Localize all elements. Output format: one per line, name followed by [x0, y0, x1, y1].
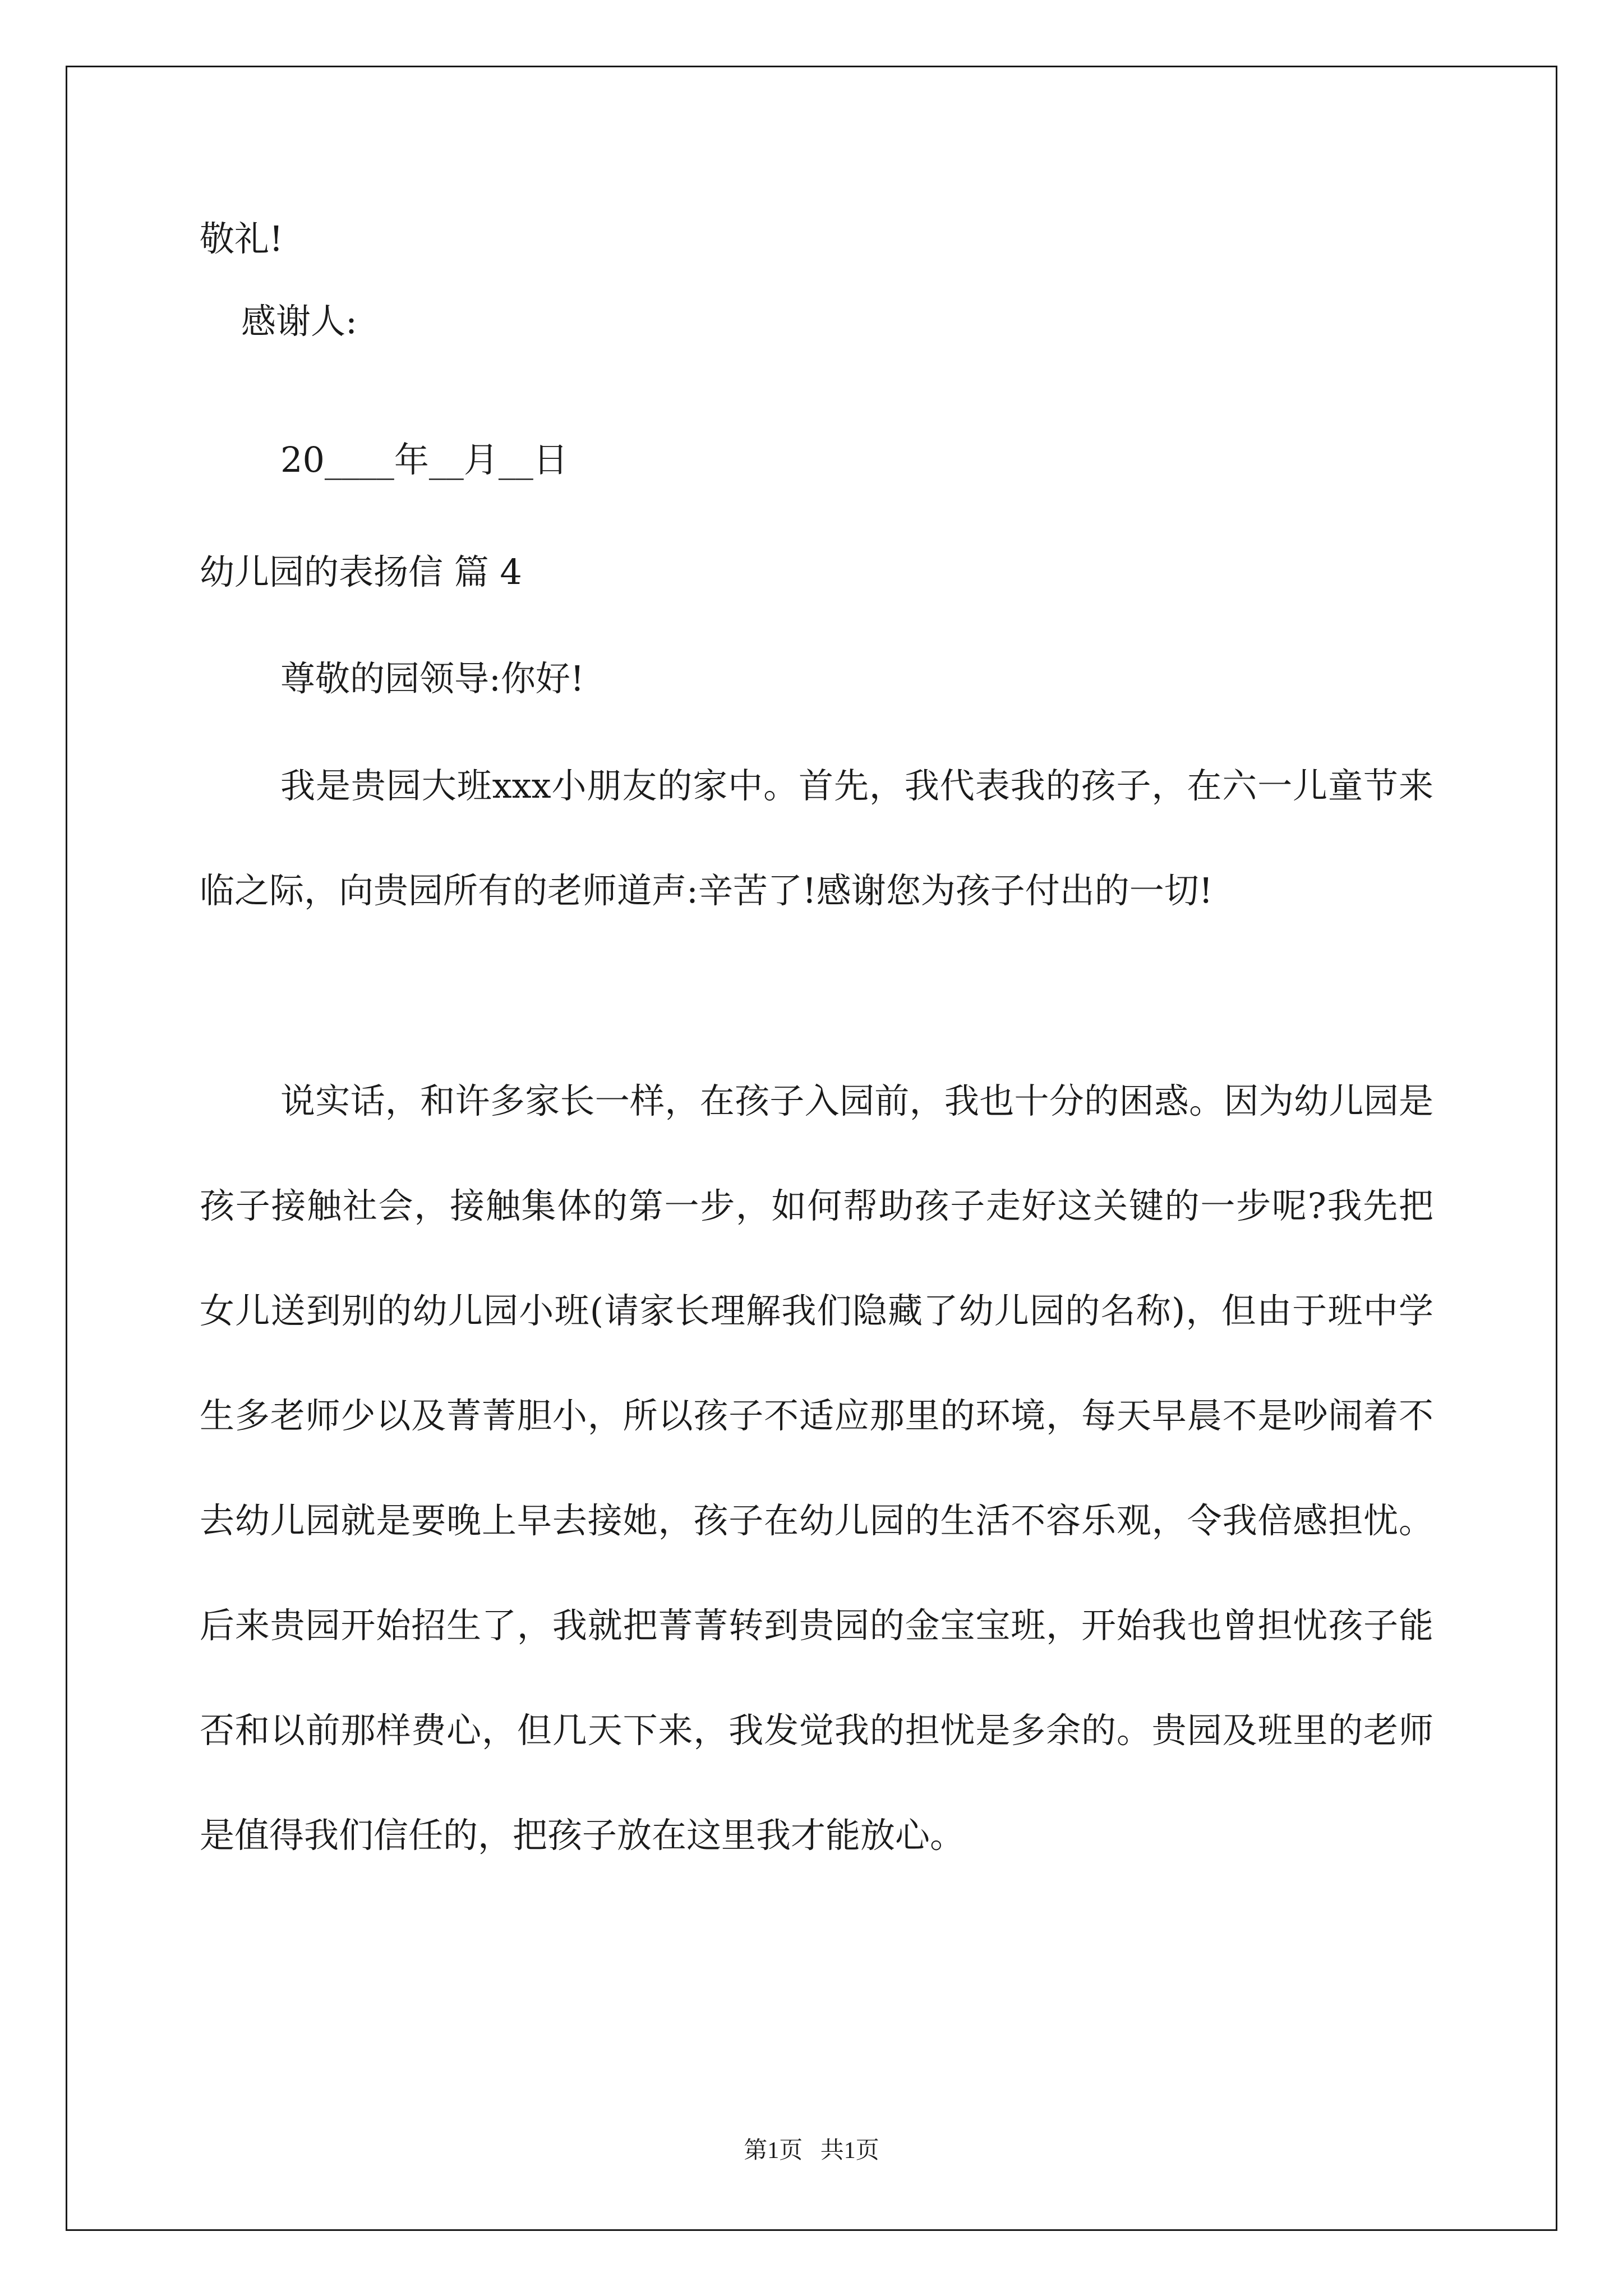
- closing-signer: 感谢人:: [241, 301, 357, 342]
- letter-paragraph: 我是贵园大班xxx小朋友的家中。首先，我代表我的孩子，在六一儿童节来临之际，向贵园所有的老师道声:辛苦了!感谢您为孩子付出的一切!: [200, 765, 1433, 911]
- page-number: 第1页 共1页: [744, 2138, 879, 2164]
- closing-date: 20____年__月__日: [280, 439, 568, 480]
- letter-title: 幼儿园的表扬信 篇 4: [200, 551, 522, 592]
- letter-greeting: 尊敬的园领导:你好!: [280, 658, 584, 699]
- letter-paragraph: 说实话，和许多家长一样，在孩子入园前，我也十分的困惑。因为幼儿园是孩子接触社会，接触集体的第一步，如何帮助孩子走好这关键的一步呢?我先把女儿送到别的幼儿园小班(请家长理解我们隐藏了幼儿园的名称)，但由于班中学生多老师少以及菁菁胆小，所以孩子不适应那里的环境，每天早晨不是吵闹着不去幼儿园就是要晚上早去接她，孩子在幼儿园的生活不容乐观，令我倍感担忧。后来贵园开始招生了，我就把菁菁转到贵园的金宝宝班，开始我也曾担忧孩子能否和以前那样费心，但几天下来，我发觉我的担忧是多余的。贵园及班里的老师是值得我们信任的，把孩子放在这里我才能放心。: [200, 1080, 1433, 1856]
- closing-salute: 敬礼!: [200, 218, 283, 259]
